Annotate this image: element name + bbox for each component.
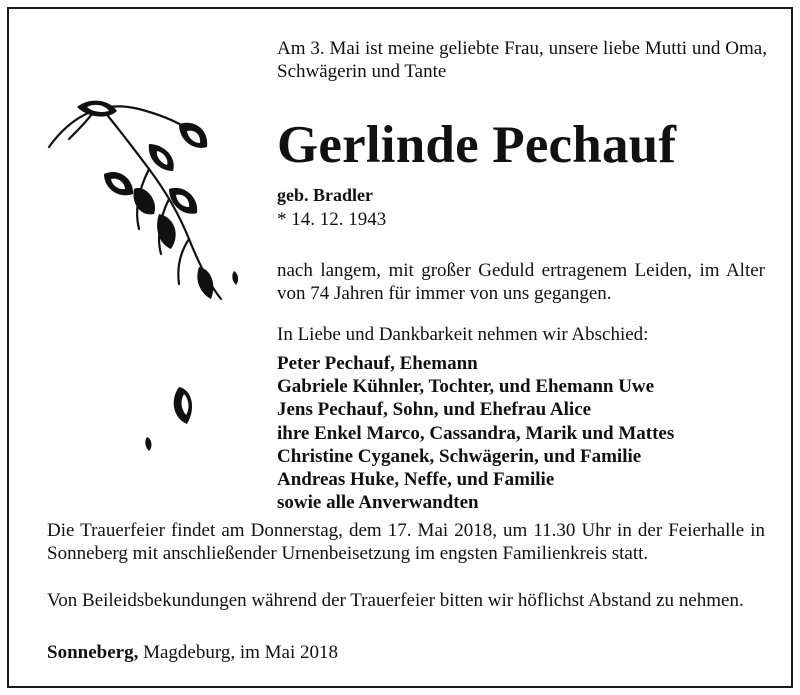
birch-branch-icon bbox=[39, 89, 259, 459]
obituary-frame bbox=[7, 7, 793, 688]
farewell-text: In Liebe und Dankbarkeit nehmen wir Abschied: bbox=[277, 324, 649, 345]
mourner-item: Gabriele Kühnler, Tochter, und Ehemann Uwe bbox=[277, 376, 655, 398]
place-date-line bbox=[47, 641, 338, 664]
place-bold: Sonneberg, bbox=[47, 642, 139, 663]
mourner-item: Jens Pechauf, Sohn, und Ehefrau Alice bbox=[277, 399, 592, 421]
place-rest: Magdeburg, im Mai 2018 bbox=[138, 642, 338, 663]
mourner-item: Peter Pechauf, Ehemann bbox=[277, 353, 478, 374]
passing-text: nach langem, mit großer Geduld ertragenem Leiden, im Alter von 74 Jahren für immer von uns gegangen. bbox=[277, 260, 765, 304]
mourner-item: sowie alle Anverwandten bbox=[277, 492, 479, 514]
mourner-item: ihre Enkel Marco, Cassandra, Marik und Mattes bbox=[277, 422, 675, 444]
birth-date: * 14. 12. 1943 bbox=[277, 209, 387, 230]
deceased-name: Gerlinde Pechauf bbox=[277, 116, 677, 174]
ceremony-text: Die Trauerfeier findet am Donnerstag, dem 17. Mai 2018, um 11.30 Uhr in der Feierhalle in Sonneberg mit anschließender Urnenbeisetzung im engsten Familienkreis statt. bbox=[47, 520, 765, 564]
condolence-note: Von Beileidsbekundungen während der Trauerfeier bitten wir höflichst Abstand zu nehmen. bbox=[47, 590, 744, 611]
intro-text: Am 3. Mai ist meine geliebte Frau, unsere liebe Mutti und Oma, Schwägerin und Tante bbox=[277, 38, 767, 82]
birth-name: geb. Bradler bbox=[277, 185, 373, 205]
mourner-item: Christine Cyganek, Schwägerin, und Familie bbox=[277, 445, 642, 467]
mourners-list bbox=[277, 352, 674, 514]
mourner-item: Andreas Huke, Neffe, und Familie bbox=[277, 469, 555, 491]
